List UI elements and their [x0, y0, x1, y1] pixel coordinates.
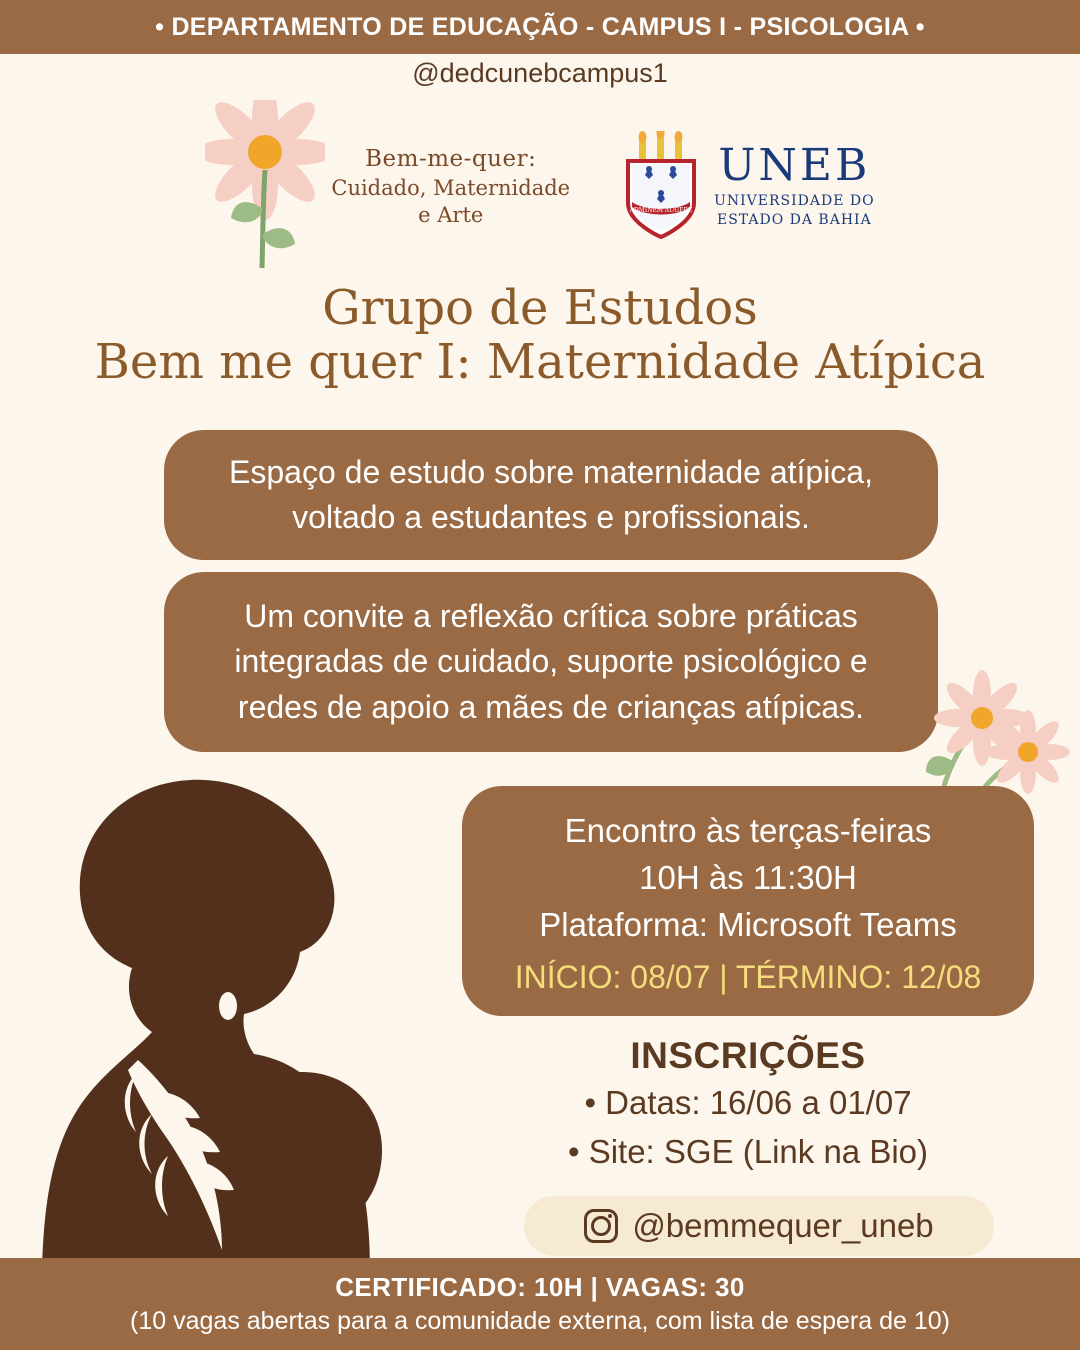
description-line-2: voltado a estudantes e profissionais.	[292, 499, 810, 535]
invitation-line-3: redes de apoio a mães de crianças atípicas.	[237, 688, 865, 725]
footer-bar	[0, 1258, 1080, 1350]
project-name-line2: Cuidado, Maternidade	[331, 175, 571, 200]
invitation-line-1: Um convite a reflexão crítica sobre práticas	[244, 597, 858, 634]
page-title	[0, 282, 1080, 390]
registration-site: • Site: SGE (Link na Bio)	[567, 1132, 929, 1170]
project-name-line1: Bem-me-quer:	[365, 146, 537, 173]
schedule-line-2: 10H às 11:30H	[639, 858, 857, 896]
registration-block	[462, 1035, 1034, 1174]
title-line-2: Bem me quer I: Maternidade Atípica	[94, 333, 986, 390]
project-name	[331, 145, 570, 228]
project-logo	[205, 100, 570, 275]
project-instagram-handle: @bemmequer_uneb	[632, 1207, 934, 1244]
department-instagram-handle: @dedcunebcampus1	[412, 58, 668, 88]
description-card	[164, 430, 938, 560]
uneb-wordmark	[714, 140, 875, 230]
invitation-line-2: integradas de cuidado, suporte psicológico e	[234, 643, 868, 680]
project-name-line3: e Arte	[418, 202, 484, 227]
title-line-1: Grupo de Estudos	[322, 280, 758, 336]
uneb-logo	[618, 131, 875, 243]
uneb-coat-of-arms-icon	[618, 131, 704, 243]
footer-certificate-info: CERTIFICADO: 10H | VAGAS: 30	[335, 1272, 745, 1302]
schedule-dates: INÍCIO: 08/07 | TÉRMINO: 12/08	[514, 958, 982, 995]
instagram-handle-pill[interactable]	[524, 1196, 994, 1256]
registration-dates: • Datas: 16/06 a 01/07	[584, 1084, 912, 1121]
description-line-1: Espaço de estudo sobre maternidade atípica,	[229, 453, 873, 490]
department-header-bar	[0, 0, 1080, 54]
mother-and-baby-silhouette	[40, 770, 460, 1270]
invitation-card	[164, 572, 938, 752]
department-title: • DEPARTAMENTO DE EDUCAÇÃO - CAMPUS I - PSICOLOGIA •	[155, 12, 925, 41]
uneb-acronym: UNEB	[718, 140, 871, 192]
schedule-line-3: Plataforma: Microsoft Teams	[539, 905, 957, 943]
svg-text:ADMINEM AUGERE: ADMINEM AUGERE	[629, 207, 693, 214]
schedule-line-1: Encontro às terças-feiras	[564, 812, 932, 849]
uneb-fullname-line2: ESTADO DA BAHIA	[717, 212, 872, 228]
uneb-fullname-line1: UNIVERSIDADE DO	[714, 193, 875, 210]
logos-row	[0, 92, 1080, 282]
registration-heading: INSCRIÇÕES	[630, 1035, 866, 1076]
instagram-icon	[584, 1209, 618, 1243]
daisy-flower-icon	[205, 100, 325, 275]
schedule-card	[462, 786, 1034, 1016]
footer-note: (10 vagas abertas para a comunidade externa, com lista de espera de 10)	[130, 1307, 950, 1335]
